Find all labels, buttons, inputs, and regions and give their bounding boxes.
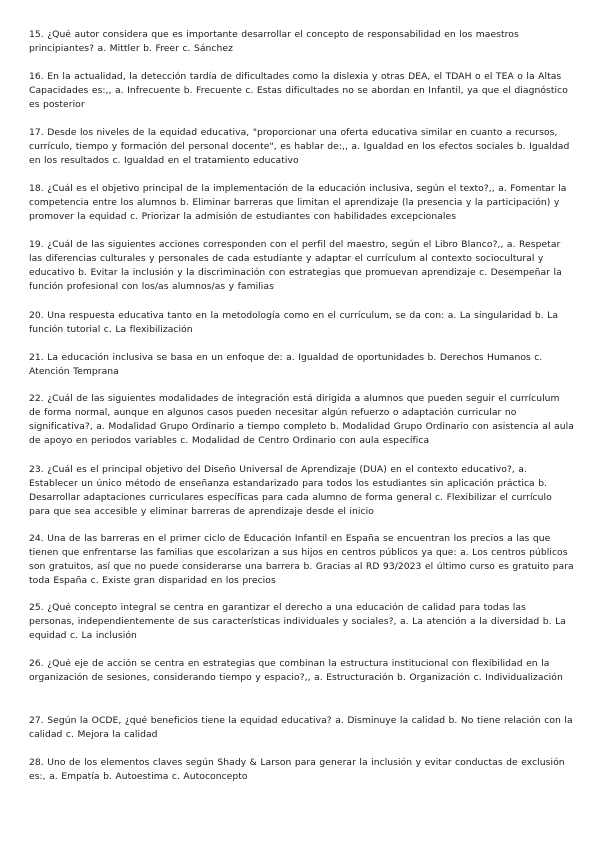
question-19: 19. ¿Cuál de las siguientes acciones corresponden con el perfil del maestro, según el Libro Blanco?,, a. Respetar las diferencias culturales y personales de cada estudiante y adaptar el currículum al contexto sociocultural y educativo b. Evitar la inclusión y la discriminación con estrategias que promuevan aprendizaje c. Desempeñar la función profesional con los/as alumnos/as y familias: [29, 239, 562, 292]
question-16: 16. En la actualidad, la detección tardía de dificultades como la dislexia y otras DEA, el TDAH o el TEA o la Altas Capacidades es:,, a. Infrecuente b. Frecuente c. Estas dificultades no se abordan en Infantil, ya que el diagnóstico es posterior: [29, 71, 568, 110]
question-25: 25. ¿Qué concepto integral se centra en garantizar el derecho a una educación de calidad para todas las personas, independientemente de sus características individuales y sociales?, a. La atención a la diversidad b. La equidad c. La inclusión: [29, 602, 566, 641]
question-28: 28. Uno de los elementos claves según Shady & Larson para generar la inclusión y evitar conductas de exclusión es:, a. Empatía b. Autoestima c. Autoconcepto: [29, 757, 565, 782]
question-27: 27. Según la OCDE, ¿qué beneficios tiene la equidad educativa? a. Disminuye la calidad b. No tiene relación con la calidad c. Mejora la calidad: [29, 715, 573, 740]
question-17: 17. Desde los niveles de la equidad educativa, "proporcionar una oferta educativa similar en cuanto a recursos, currículo, tiempo y formación del personal docente", es hablar de:,, a. Igualdad en los efectos sociales b. Igualdad en los resultados c. Igualdad en el tratamiento educativo: [29, 127, 570, 166]
question-23: 23. ¿Cuál es el principal objetivo del Diseño Universal de Aprendizaje (DUA) en el contexto educativo?, a. Establecer un único método de enseñanza estandarizado para todos los estudiantes sin aplicación práctica b. Desarrollar adaptaciones curriculares específicas para cada alumno de forma general c. Flexibilizar el currículo para que sea accesible y eliminar barreras de aprendizaje desde el inicio: [29, 464, 552, 517]
question-22: 22. ¿Cuál de las siguientes modalidades de integración está dirigida a alumnos que pueden seguir el currículum de forma normal, aunque en algunos casos pueden necesitar algún refuerzo o adaptación curricular no significativa?, a. Modalidad Grupo Ordinario a tiempo completo b. Modalidad Grupo Ordinario con asistencia al aula de apoyo en periodos variables c. Modalidad de Centro Ordinario con aula específica: [29, 393, 574, 446]
question-15: 15. ¿Qué autor considera que es importante desarrollar el concepto de responsabilidad en los maestros principiantes? a. Mittler b. Freer c. Sánchez: [29, 29, 519, 54]
question-26: 26. ¿Qué eje de acción se centra en estrategias que combinan la estructura institucional con flexibilidad en la organización de sesiones, considerando tiempo y espacio?,, a. Estructuración b. Organización c. Individualización: [29, 658, 563, 683]
question-18: 18. ¿Cuál es el objetivo principal de la implementación de la educación inclusiva, según el texto?,, a. Fomentar la competencia entre los alumnos b. Eliminar barreras que limitan el aprendizaje (la presencia y la participación) y promover la equidad c. Priorizar la admisión de estudiantes con habilidades excepcionales: [29, 183, 567, 222]
question-21: 21. La educación inclusiva se basa en un enfoque de: a. Igualdad de oportunidades b. Derechos Humanos c. Atención Temprana: [29, 352, 543, 377]
question-20: 20. Una respuesta educativa tanto en la metodología como en el currículum, se da con: a. La singularidad b. La función tutorial c. La flexibilización: [29, 310, 559, 335]
question-24: 24. Una de las barreras en el primer ciclo de Educación Infantil en España se encuentran los precios a las que tienen que enfrentarse las familias que escolarizan a sus hijos en centros públicos ya que: a. Los centros públicos son gratuitos, así que no puede considerarse una barrera b. Gracias al RD 93/2023 el último curso es gratuito para toda España c. Existe gran disparidad en los precios: [29, 533, 574, 586]
